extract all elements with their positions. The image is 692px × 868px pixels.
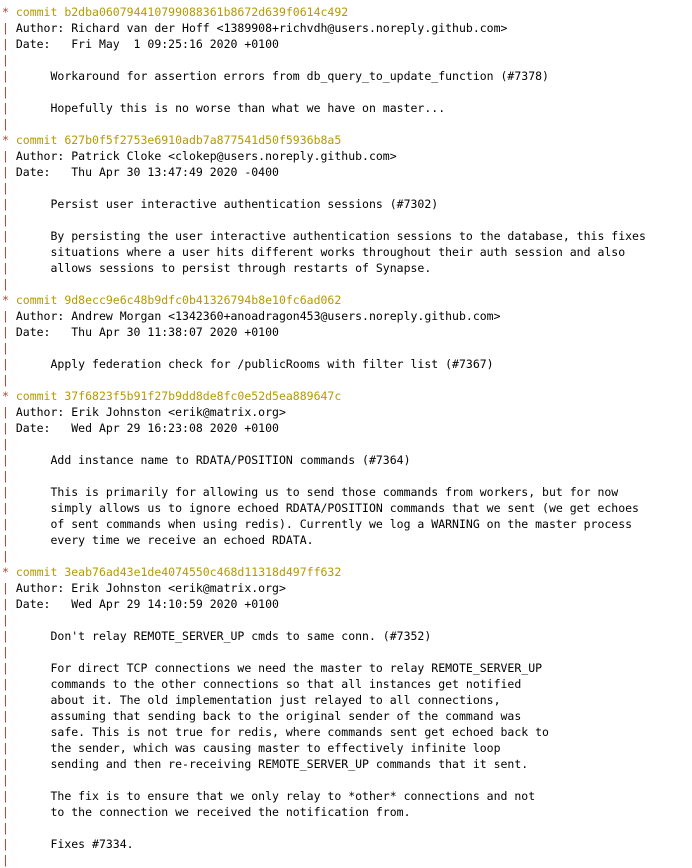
commit-message-text: the sender, which was causing master to effectively infinite loop xyxy=(15,741,501,755)
graph-pipe-icon: | xyxy=(2,261,16,275)
graph-pipe-icon: | xyxy=(2,661,16,675)
graph-pipe-icon: | xyxy=(2,69,16,83)
graph-pipe-icon: | xyxy=(2,53,9,67)
commit-author-text: Author: Richard van der Hoff <1389908+richvdh@users.noreply.github.com> xyxy=(15,21,508,35)
graph-pipe-icon: | xyxy=(2,773,16,787)
graph-pipe-icon: | xyxy=(2,165,16,179)
commit-message-text: every time we receive an echoed RDATA. xyxy=(15,533,314,547)
commit-author-text: Author: Erik Johnston <erik@matrix.org> xyxy=(15,581,286,595)
commit-author-text: Author: Andrew Morgan <1342360+anoadragon453@users.noreply.github.com> xyxy=(15,309,501,323)
commit-message-text: to the connection we received the notification from. xyxy=(15,805,411,819)
commit-message-line xyxy=(0,804,692,820)
graph-pipe-icon: | xyxy=(2,181,9,195)
commit-marker-icon: * xyxy=(2,389,16,403)
commit-date-text: Date: Fri May 1 09:25:16 2020 +0100 xyxy=(15,37,279,51)
commit-author xyxy=(0,580,692,596)
commit-message-line xyxy=(0,484,692,500)
graph-pipe-icon: | xyxy=(2,517,16,531)
commit-date xyxy=(0,36,692,52)
commit-date xyxy=(0,324,692,340)
commit-header xyxy=(0,292,692,308)
graph-pipe-icon: | xyxy=(2,421,16,435)
graph-spacer xyxy=(0,116,692,132)
commit-message-line xyxy=(0,84,692,100)
graph-pipe-icon: | xyxy=(2,245,16,259)
commit-date-text: Date: Wed Apr 29 14:10:59 2020 +0100 xyxy=(15,597,279,611)
commit-message-line xyxy=(0,820,692,836)
commit-message-line xyxy=(0,196,692,212)
graph-pipe-icon: | xyxy=(2,805,16,819)
commit-message-line xyxy=(0,692,692,708)
commit-message-line xyxy=(0,772,692,788)
commit-hash: 627b0f5f2753e6910adb7a877541d50f5936b8a5 xyxy=(64,133,342,147)
graph-spacer xyxy=(0,852,692,868)
graph-pipe-icon: | xyxy=(2,469,16,483)
graph-pipe-icon: | xyxy=(2,277,9,291)
graph-pipe-icon: | xyxy=(2,453,16,467)
graph-pipe-icon: | xyxy=(2,485,16,499)
commit-keyword: commit xyxy=(15,5,65,19)
commit-keyword: commit xyxy=(15,293,65,307)
commit-author xyxy=(0,404,692,420)
commit-author-text: Author: Erik Johnston <erik@matrix.org> xyxy=(15,405,286,419)
commit-message-line xyxy=(0,468,692,484)
graph-spacer xyxy=(0,52,692,68)
commit-message-text: allows sessions to persist through restarts of Synapse. xyxy=(15,261,432,275)
commit-message-text: For direct TCP connections we need the master to relay REMOTE_SERVER_UP xyxy=(15,661,543,675)
graph-pipe-icon: | xyxy=(2,581,16,595)
commit-message-line xyxy=(0,516,692,532)
graph-pipe-icon: | xyxy=(2,613,9,627)
graph-spacer xyxy=(0,340,692,356)
commit-keyword: commit xyxy=(15,133,65,147)
commit-message-line xyxy=(0,756,692,772)
graph-pipe-icon: | xyxy=(2,213,16,227)
graph-spacer xyxy=(0,548,692,564)
commit-message-line xyxy=(0,676,692,692)
commit-author xyxy=(0,308,692,324)
graph-pipe-icon: | xyxy=(2,37,16,51)
graph-pipe-icon: | xyxy=(2,789,16,803)
graph-pipe-icon: | xyxy=(2,197,16,211)
commit-message-text: assuming that sending back to the original sender of the command was xyxy=(15,709,522,723)
graph-pipe-icon: | xyxy=(2,501,16,515)
commit-message-text: simply allows us to ignore echoed RDATA/POSITION commands that we sent (we get echoes xyxy=(15,501,639,515)
commit-message-line xyxy=(0,500,692,516)
commit-message-line xyxy=(0,708,692,724)
graph-pipe-icon: | xyxy=(2,309,16,323)
graph-pipe-icon: | xyxy=(2,597,16,611)
graph-pipe-icon: | xyxy=(2,853,9,867)
graph-pipe-icon: | xyxy=(2,437,9,451)
commit-message-text: Fixes #7334. xyxy=(15,837,134,851)
commit-message-text: Workaround for assertion errors from db_query_to_update_function (#7378) xyxy=(15,69,549,83)
commit-message-line xyxy=(0,68,692,84)
commit-message-text: sending and then re-receiving REMOTE_SERVER_UP commands that it sent. xyxy=(15,757,529,771)
commit-message-text: of sent commands when using redis). Currently we log a WARNING on the master process xyxy=(15,517,633,531)
commit-hash: 3eab76ad43e1de4074550c468d11318d497ff632 xyxy=(64,565,342,579)
commit-header xyxy=(0,388,692,404)
graph-pipe-icon: | xyxy=(2,101,16,115)
graph-pipe-icon: | xyxy=(2,549,9,563)
commit-message-text: The fix is to ensure that we only relay to *other* connections and not xyxy=(15,789,536,803)
graph-pipe-icon: | xyxy=(2,117,9,131)
graph-pipe-icon: | xyxy=(2,149,16,163)
commit-message-text: Don't relay REMOTE_SERVER_UP cmds to same conn. (#7352) xyxy=(15,629,432,643)
commit-author xyxy=(0,20,692,36)
graph-pipe-icon: | xyxy=(2,837,16,851)
graph-pipe-icon: | xyxy=(2,533,16,547)
commit-message-line xyxy=(0,628,692,644)
graph-pipe-icon: | xyxy=(2,85,16,99)
commit-message-line xyxy=(0,660,692,676)
commit-marker-icon: * xyxy=(2,133,16,147)
commit-message-text: situations where a user hits different works throughout their auth session and also xyxy=(15,245,626,259)
graph-spacer xyxy=(0,436,692,452)
graph-pipe-icon: | xyxy=(2,373,9,387)
commit-message-line xyxy=(0,532,692,548)
commit-message-line xyxy=(0,836,692,852)
graph-spacer xyxy=(0,612,692,628)
commit-message-line xyxy=(0,356,692,372)
commit-message-line xyxy=(0,788,692,804)
commit-message-line xyxy=(0,228,692,244)
commit-hash: 37f6823f5b91f27b9dd8de8fc0e52d5ea889647c xyxy=(64,389,342,403)
commit-date xyxy=(0,420,692,436)
commit-date xyxy=(0,596,692,612)
commit-message-line xyxy=(0,212,692,228)
graph-pipe-icon: | xyxy=(2,677,16,691)
commit-message-line xyxy=(0,740,692,756)
commit-message-line xyxy=(0,260,692,276)
commit-message-line xyxy=(0,452,692,468)
commit-marker-icon: * xyxy=(2,5,16,19)
graph-pipe-icon: | xyxy=(2,645,16,659)
commit-header xyxy=(0,564,692,580)
commit-marker-icon: * xyxy=(2,293,16,307)
graph-spacer xyxy=(0,276,692,292)
commit-author-text: Author: Patrick Cloke <clokep@users.noreply.github.com> xyxy=(15,149,397,163)
commit-date-text: Date: Wed Apr 29 16:23:08 2020 +0100 xyxy=(15,421,279,435)
commit-message-text: about it. The old implementation just relayed to all connections, xyxy=(15,693,501,707)
commit-message-text: Apply federation check for /publicRooms with filter list (#7367) xyxy=(15,357,494,371)
graph-pipe-icon: | xyxy=(2,325,16,339)
commit-message-text: By persisting the user interactive authentication sessions to the database, this fixes xyxy=(15,229,646,243)
graph-pipe-icon: | xyxy=(2,341,9,355)
graph-pipe-icon: | xyxy=(2,229,16,243)
commit-hash: 9d8ecc9e6c48b9dfc0b41326794b8e10fc6ad062 xyxy=(64,293,342,307)
graph-spacer xyxy=(0,372,692,388)
commit-header xyxy=(0,4,692,20)
commit-date xyxy=(0,164,692,180)
graph-pipe-icon: | xyxy=(2,821,16,835)
graph-pipe-icon: | xyxy=(2,757,16,771)
commit-message-text: safe. This is not true for redis, where commands sent get echoed back to xyxy=(15,725,549,739)
commit-message-text: Add instance name to RDATA/POSITION commands (#7364) xyxy=(15,453,411,467)
commit-message-text: commands to the other connections so that all instances get notified xyxy=(15,677,522,691)
commit-message-line xyxy=(0,244,692,260)
graph-pipe-icon: | xyxy=(2,709,16,723)
graph-spacer xyxy=(0,180,692,196)
graph-pipe-icon: | xyxy=(2,405,16,419)
graph-pipe-icon: | xyxy=(2,725,16,739)
commit-message-line xyxy=(0,100,692,116)
commit-marker-icon: * xyxy=(2,565,16,579)
graph-pipe-icon: | xyxy=(2,21,16,35)
graph-pipe-icon: | xyxy=(2,741,16,755)
commit-message-line xyxy=(0,644,692,660)
commit-header xyxy=(0,132,692,148)
graph-pipe-icon: | xyxy=(2,693,16,707)
commit-author xyxy=(0,148,692,164)
commit-message-line xyxy=(0,724,692,740)
graph-pipe-icon: | xyxy=(2,357,16,371)
commit-keyword: commit xyxy=(15,565,65,579)
commit-keyword: commit xyxy=(15,389,65,403)
commit-date-text: Date: Thu Apr 30 11:38:07 2020 +0100 xyxy=(15,325,279,339)
graph-pipe-icon: | xyxy=(2,629,16,643)
commit-date-text: Date: Thu Apr 30 13:47:49 2020 -0400 xyxy=(15,165,279,179)
commit-message-text: Hopefully this is no worse than what we have on master... xyxy=(15,101,446,115)
commit-message-text: This is primarily for allowing us to send those commands from workers, but for now xyxy=(15,485,619,499)
commit-message-text: Persist user interactive authentication sessions (#7302) xyxy=(15,197,439,211)
commit-hash: b2dba060794410799088361b8672d639f0614c492 xyxy=(64,5,349,19)
